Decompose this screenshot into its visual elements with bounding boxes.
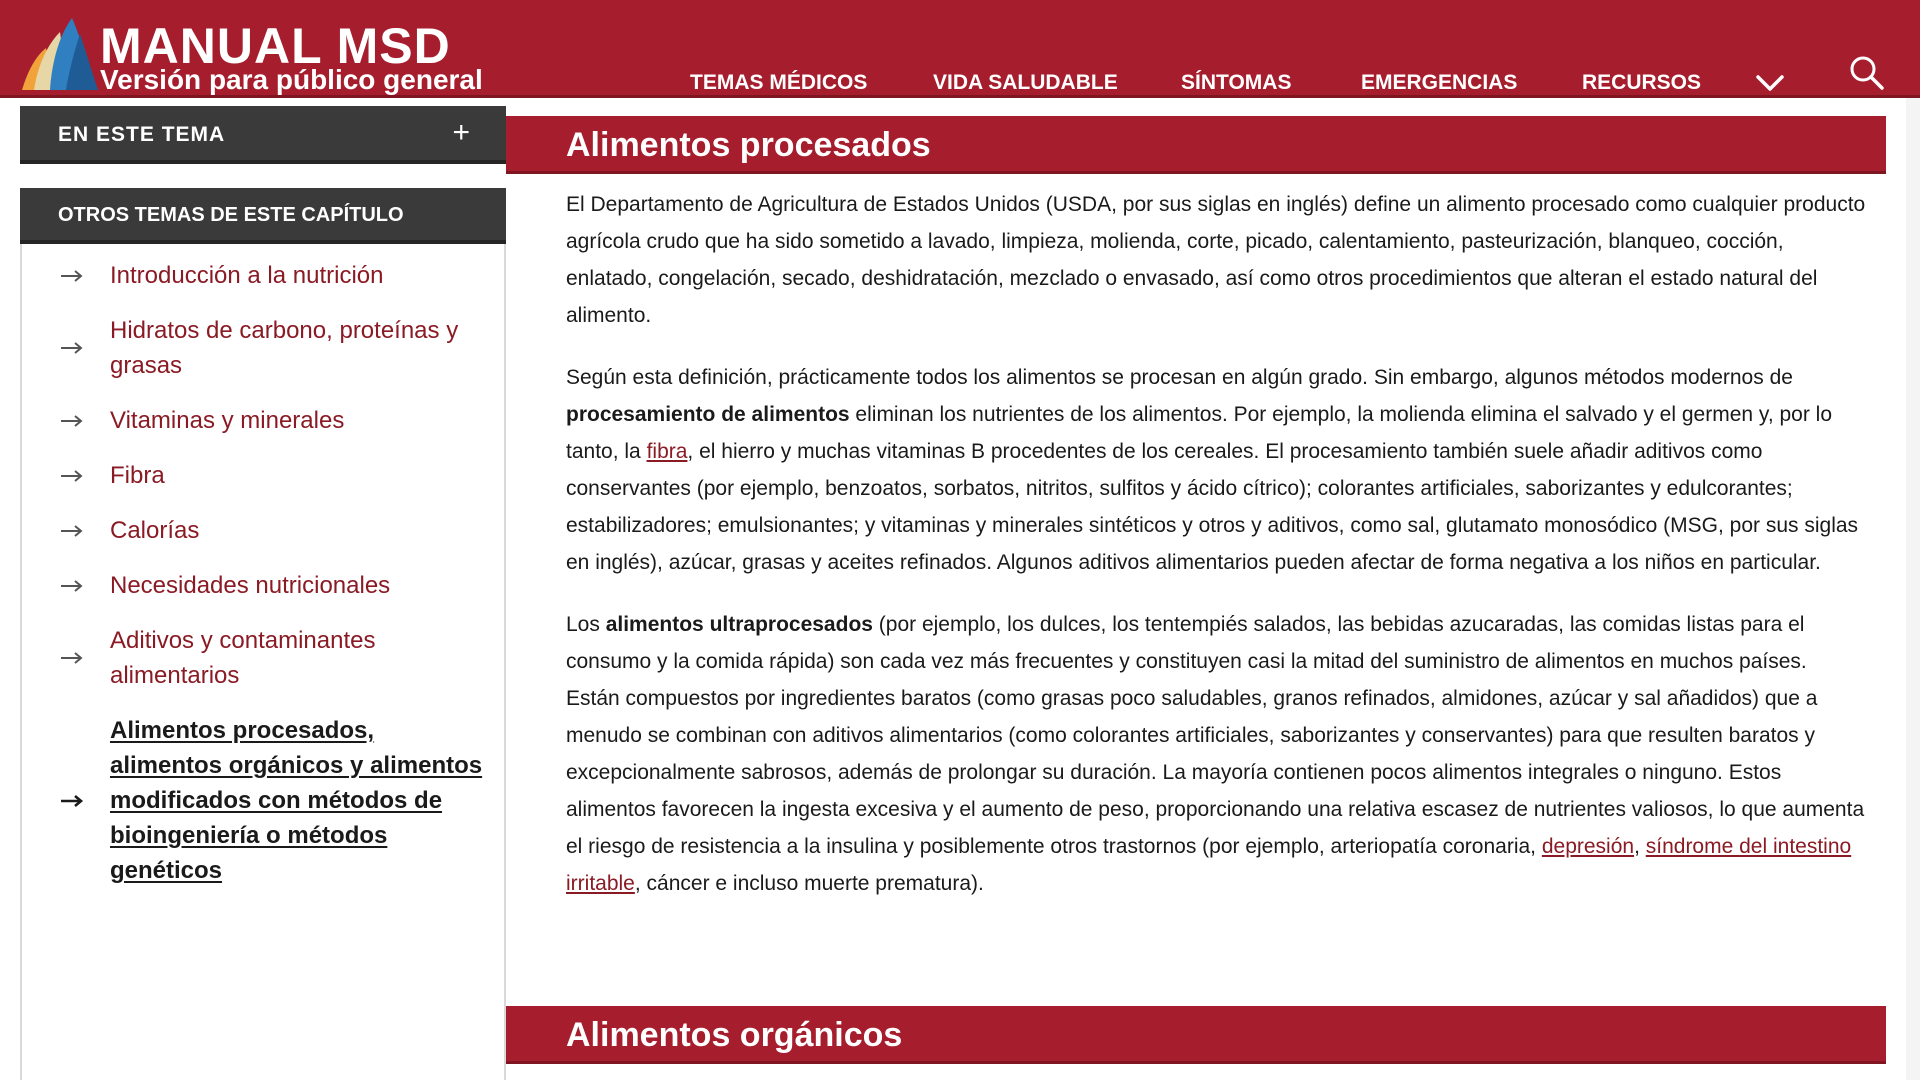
search-icon[interactable]: [1848, 54, 1886, 92]
paragraph: [566, 359, 1866, 581]
chapter-topics-panel: [20, 188, 506, 1080]
chevron-down-icon[interactable]: [1755, 72, 1785, 94]
sidebar-item-label[interactable]: Calorías: [110, 517, 200, 544]
text-span: , cáncer e incluso muerte prematura).: [634, 872, 984, 895]
brand-title[interactable]: MANUAL MSD: [100, 18, 451, 74]
text-span: Los: [566, 613, 606, 636]
section-title: Alimentos procesados: [566, 126, 931, 164]
text-span: Según esta definición, prácticamente todos los alimentos se procesan en algún grado. Sin embargo, algunos métodos modernos de: [566, 366, 1793, 389]
sidebar-item-label[interactable]: Necesidades nutricionales: [110, 572, 391, 599]
sidebar-item-label[interactable]: Hidratos de carbono, proteínas y grasas: [110, 317, 459, 379]
arrow-right-icon: [60, 524, 84, 538]
link-fibra[interactable]: fibra: [646, 440, 688, 463]
en-este-tema-label: EN ESTE TEMA: [58, 123, 226, 146]
arrow-right-icon: [60, 414, 84, 428]
bold-term: alimentos ultraprocesados: [605, 613, 873, 636]
article-body: [566, 186, 1866, 927]
nav-sintomas[interactable]: SÍNTOMAS: [1181, 71, 1292, 94]
arrow-right-icon: [60, 794, 84, 808]
chapter-topics-header: [20, 188, 506, 244]
section-title: Alimentos orgánicos: [566, 1016, 903, 1054]
text-span: (por ejemplo, los dulces, los tentempiés salados, las bebidas azucaradas, las comidas listas para el consumo y la comida rápida) son cada vez más frecuentes y constituyen casi la mitad del suministro de alimentos en muchos países. Están compuestos por ingredientes baratos (como grasas poco saludables, granos refinados, almidones, azúcar y sal añadidos) que a menudo se combinan con aditivos alimentarios (como colorantes artificiales, saborizantes y conservantes) para que resulten baratos y excepcionalmente sabrosos, además de prolongar su duración. La mayoría contienen pocos alimentos integrales o ninguno. Estos alimentos favorecen la ingesta excesiva y el aumento de peso, proporcionando una relativa escasez de nutrientes valiosos, lo que aumenta el riesgo de resistencia a la insulina y posiblemente otros trastornos (por ejemplo, arteriopatía coronaria,: [566, 613, 1865, 858]
arrow-right-icon: [60, 579, 84, 593]
sidebar-item-fibra[interactable]: [22, 458, 504, 493]
sidebar: [20, 106, 506, 1080]
text-span: , el hierro y muchas vitaminas B procedentes de los cereales. El procesamiento también suele añadir aditivos como conservantes (por ejemplo, benzoatos, sorbatos, nitritos, sulfitos y ácido cítrico); colorantes artificiales, saborizantes y edulcorantes; estabilizadores; emulsionantes; y vitaminas y minerales sintéticos y otros y aditivos, como sal, glutamato monosódico (MSG, por sus siglas en inglés), azúcar, grasas y aceites refinados. Algunos aditivos alimentarios pueden afectar de forma negativa a los niños en particular.: [566, 440, 1859, 574]
sidebar-item-aditivos[interactable]: [22, 623, 504, 693]
main-content: [506, 106, 1886, 1080]
sidebar-item-alimentos-procesados[interactable]: [22, 713, 504, 888]
link-depresion[interactable]: depresión: [1541, 835, 1635, 858]
arrow-right-icon: [60, 341, 84, 355]
arrow-right-icon: [60, 651, 84, 665]
arrow-right-icon: [60, 469, 84, 483]
nav-recursos[interactable]: RECURSOS: [1582, 71, 1702, 94]
sidebar-item-necesidades[interactable]: [22, 568, 504, 603]
sidebar-item-label[interactable]: Fibra: [110, 462, 165, 489]
site-header: [0, 0, 1920, 98]
paragraph: [566, 606, 1866, 902]
nav-temas-medicos[interactable]: TEMAS MÉDICOS: [690, 71, 868, 94]
brand-subtitle[interactable]: Versión para público general: [100, 64, 483, 95]
section-header-organicos: [506, 1006, 1886, 1064]
text-span: ,: [1634, 835, 1646, 858]
nav-emergencias[interactable]: EMERGENCIAS: [1361, 71, 1518, 94]
sidebar-item-label[interactable]: Vitaminas y minerales: [110, 407, 345, 434]
chapter-topics-label: OTROS TEMAS DE ESTE CAPÍTULO: [58, 204, 404, 226]
en-este-tema-toggle[interactable]: [20, 106, 506, 164]
bold-term: procesamiento de alimentos: [566, 403, 850, 426]
msd-logo[interactable]: [20, 12, 100, 96]
paragraph: El Departamento de Agricultura de Estados Unidos (USDA, por sus siglas en inglés) define un alimento procesado como cualquier producto agrícola crudo que ha sido sometido a lavado, limpieza, molienda, corte, picado, calentamiento, pasteurización, blanqueo, cocción, enlatado, congelación, secado, deshidratación, mezclado o envasado, así como otros procedimientos que alteran el estado natural del alimento.: [566, 193, 1866, 327]
sidebar-item-introduccion[interactable]: [22, 258, 504, 293]
sidebar-item-vitaminas[interactable]: [22, 403, 504, 438]
sidebar-item-label[interactable]: Introducción a la nutrición: [110, 262, 384, 289]
nav-vida-saludable[interactable]: VIDA SALUDABLE: [933, 71, 1118, 94]
expand-plus-icon[interactable]: +: [452, 116, 470, 149]
link-sindrome-intestino-irritable[interactable]: síndrome del intestino irritable: [566, 835, 1852, 895]
chapter-topics-list: [22, 244, 504, 908]
sidebar-item-calorias[interactable]: [22, 513, 504, 548]
sidebar-item-hidratos[interactable]: [22, 313, 504, 383]
section-header-procesados: [506, 116, 1886, 174]
text-span: eliminan los nutrientes de los alimentos. Por ejemplo, la molienda elimina el salvado y el germen y, por lo tanto, la: [566, 403, 1833, 463]
sidebar-item-label[interactable]: Aditivos y contaminantes alimentarios: [110, 627, 376, 689]
page-scrollbar[interactable]: [1906, 98, 1920, 1080]
sidebar-item-label[interactable]: Alimentos procesados, alimentos orgánicos y alimentos modificados con métodos de bioingeniería o métodos genéticos: [110, 717, 483, 884]
arrow-right-icon: [60, 269, 84, 283]
